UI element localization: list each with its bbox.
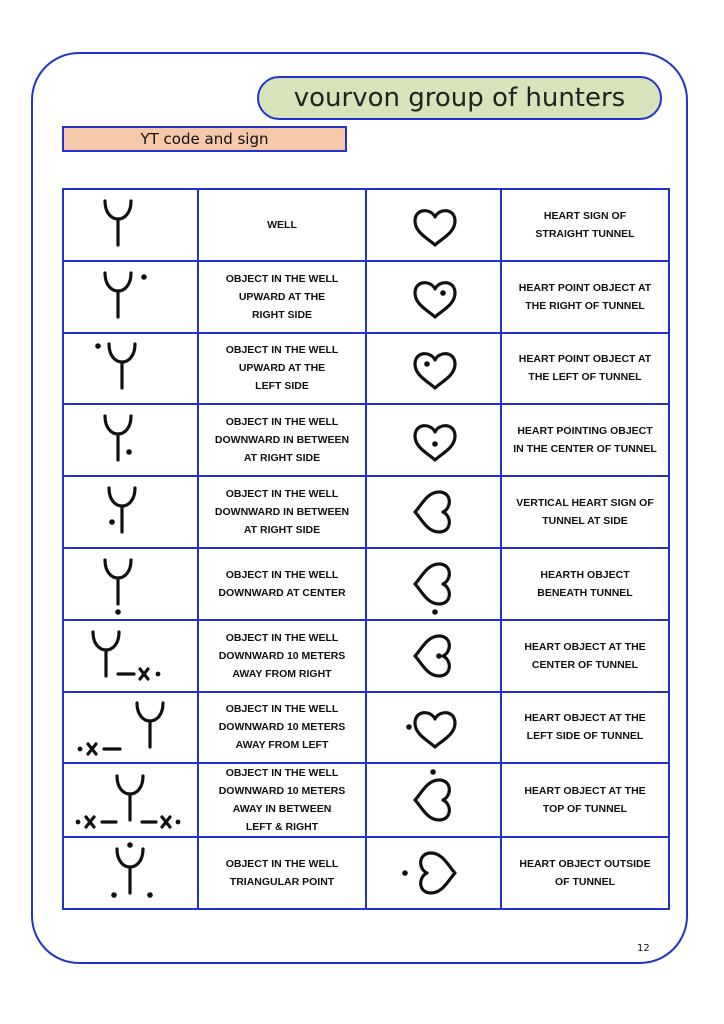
description-line: OF TUNNEL — [554, 876, 616, 889]
description-line: OBJECT IN THE WELL — [225, 703, 339, 716]
well-description-cell — [198, 620, 366, 692]
description-line: AWAY IN BETWEEN — [232, 803, 332, 816]
well-description-cell — [198, 189, 366, 261]
table-row — [63, 837, 669, 909]
well-description-cell — [198, 763, 366, 837]
well-symbol-cell — [63, 476, 198, 548]
heart-symbol-cell — [366, 692, 501, 764]
well-description-cell — [198, 548, 366, 620]
well-description-cell — [198, 837, 366, 909]
heart-symbol-cell — [366, 261, 501, 333]
table-row — [63, 404, 669, 476]
description-line: DOWNWARD AT CENTER — [218, 586, 346, 599]
well-description-cell — [198, 261, 366, 333]
well-symbol-cell — [63, 837, 198, 909]
well-description-cell — [198, 476, 366, 548]
heart-symbol-cell — [366, 476, 501, 548]
well-symbol-icon — [66, 693, 196, 761]
heart-symbol-icon — [369, 550, 499, 618]
description-line: LEFT SIDE — [255, 380, 309, 393]
description-line: IN THE CENTER OF TUNNEL — [513, 443, 657, 456]
table-row — [63, 548, 669, 620]
heart-description-cell — [501, 763, 669, 837]
well-description-cell — [198, 692, 366, 764]
heart-symbol-icon — [369, 406, 499, 474]
description-line: OBJECT IN THE WELL — [225, 568, 339, 581]
heart-description-cell — [501, 333, 669, 405]
page-number: 12 — [637, 943, 650, 954]
description-line: BENEATH TUNNEL — [537, 586, 633, 599]
well-symbol-icon — [66, 766, 196, 834]
description-line: OBJECT IN THE WELL — [225, 858, 339, 871]
description-line: AT RIGHT SIDE — [243, 452, 321, 465]
well-symbol-icon — [66, 334, 196, 402]
heart-description-cell — [501, 837, 669, 909]
description-line: CENTER OF TUNNEL — [531, 658, 639, 671]
heart-symbol-cell — [366, 763, 501, 837]
description-line: UPWARD AT THE — [238, 362, 326, 375]
well-symbol-icon — [66, 839, 196, 907]
table-row — [63, 763, 669, 837]
description-line: DOWNWARD 10 METERS — [218, 649, 346, 662]
heart-symbol-icon — [369, 191, 499, 259]
description-line: HEART OBJECT OUTSIDE — [519, 858, 651, 871]
well-description-cell — [198, 333, 366, 405]
well-symbol-icon — [66, 550, 196, 618]
description-line: HEARTH OBJECT — [540, 568, 630, 581]
section-subtitle: YT code and sign — [62, 126, 347, 152]
description-line: DOWNWARD 10 METERS — [218, 721, 346, 734]
heart-symbol-cell — [366, 837, 501, 909]
well-symbol-icon — [66, 191, 196, 259]
table-row — [63, 692, 669, 764]
description-line: AWAY FROM LEFT — [235, 739, 329, 752]
description-line: OBJECT IN THE WELL — [225, 344, 339, 357]
heart-symbol-icon — [369, 478, 499, 546]
description-line: HEART OBJECT AT THE — [524, 785, 646, 798]
well-symbol-icon — [66, 622, 196, 690]
description-line: DOWNWARD 10 METERS — [218, 785, 346, 798]
description-line: WELL — [267, 218, 297, 231]
heart-description-cell — [501, 692, 669, 764]
well-symbol-cell — [63, 404, 198, 476]
table-row — [63, 476, 669, 548]
description-line: DOWNWARD IN BETWEEN — [214, 434, 350, 447]
well-symbol-cell — [63, 692, 198, 764]
heart-symbol-icon — [369, 263, 499, 331]
heart-symbol-cell — [366, 404, 501, 476]
well-symbol-icon — [66, 406, 196, 474]
table-row — [63, 261, 669, 333]
well-symbol-cell — [63, 620, 198, 692]
heart-description-cell — [501, 189, 669, 261]
description-line: HEART POINT OBJECT AT — [518, 281, 652, 294]
description-line: LEFT & RIGHT — [245, 821, 319, 834]
heart-description-cell — [501, 261, 669, 333]
heart-symbol-icon — [369, 839, 499, 907]
description-line: DOWNWARD IN BETWEEN — [214, 506, 350, 519]
description-line: UPWARD AT THE — [238, 290, 326, 303]
heart-symbol-cell — [366, 333, 501, 405]
table-row — [63, 620, 669, 692]
heart-description-cell — [501, 620, 669, 692]
description-line: OBJECT IN THE WELL — [225, 631, 339, 644]
heart-symbol-icon — [369, 693, 499, 761]
well-symbol-cell — [63, 261, 198, 333]
description-line: AWAY FROM RIGHT — [232, 667, 332, 680]
well-symbol-cell — [63, 548, 198, 620]
description-line: HEART POINTING OBJECT — [517, 425, 653, 438]
well-symbol-cell — [63, 333, 198, 405]
page-title: vourvon group of hunters — [257, 76, 662, 120]
description-line: HEART POINT OBJECT AT — [518, 353, 652, 366]
description-line: OBJECT IN THE WELL — [225, 416, 339, 429]
heart-symbol-icon — [369, 334, 499, 402]
description-line: HEART OBJECT AT THE — [524, 640, 646, 653]
description-line: TUNNEL AT SIDE — [542, 515, 628, 528]
heart-symbol-icon — [369, 622, 499, 690]
description-line: THE LEFT OF TUNNEL — [528, 371, 642, 384]
description-line: TOP OF TUNNEL — [542, 803, 628, 816]
description-line: HEART OBJECT AT THE — [524, 712, 646, 725]
heart-symbol-cell — [366, 189, 501, 261]
heart-symbol-icon — [369, 766, 499, 834]
sign-table — [62, 188, 670, 910]
table-row — [63, 189, 669, 261]
table-row — [63, 333, 669, 405]
well-symbol-cell — [63, 189, 198, 261]
heart-description-cell — [501, 476, 669, 548]
description-line: STRAIGHT TUNNEL — [535, 227, 635, 240]
well-symbol-icon — [66, 263, 196, 331]
description-line: TRIANGULAR POINT — [229, 876, 335, 889]
description-line: VERTICAL HEART SIGN OF — [516, 497, 654, 510]
heart-description-cell — [501, 404, 669, 476]
heart-description-cell — [501, 548, 669, 620]
description-line: LEFT SIDE OF TUNNEL — [526, 730, 644, 743]
heart-symbol-cell — [366, 620, 501, 692]
well-symbol-icon — [66, 478, 196, 546]
heart-symbol-cell — [366, 548, 501, 620]
description-line: OBJECT IN THE WELL — [225, 767, 339, 780]
description-line: THE RIGHT OF TUNNEL — [525, 299, 645, 312]
description-line: OBJECT IN THE WELL — [225, 488, 339, 501]
description-line: OBJECT IN THE WELL — [225, 272, 339, 285]
description-line: AT RIGHT SIDE — [243, 524, 321, 537]
well-symbol-cell — [63, 763, 198, 837]
description-line: RIGHT SIDE — [251, 308, 313, 321]
description-line: HEART SIGN OF — [543, 209, 627, 222]
well-description-cell — [198, 404, 366, 476]
